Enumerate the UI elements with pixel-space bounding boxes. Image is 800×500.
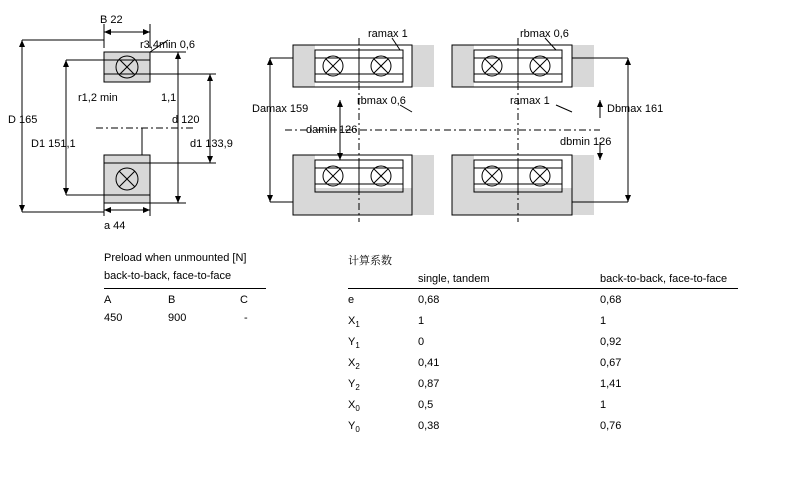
- preload-val-C: -: [244, 312, 248, 324]
- right-hatch-left-bottom: [452, 155, 474, 215]
- coefficient-symbol: $Y_1$: [348, 336, 360, 351]
- coefficients-divider: [348, 288, 738, 289]
- coefficient-value-single: 0: [418, 336, 425, 348]
- label-r12min: r1,2 min: [78, 92, 118, 104]
- label-d: d 120: [172, 114, 200, 126]
- coefficient-symbol: $Y_0$: [348, 420, 360, 435]
- label-d1: d1 133,9: [190, 138, 233, 150]
- label-D1: D1 151,1: [31, 138, 76, 150]
- coefficients-title: 计算系数: [348, 255, 392, 267]
- coefficient-value-single: 0,68: [418, 294, 440, 306]
- coefficients-header-single: single, tandem: [418, 273, 490, 285]
- preload-divider: [104, 288, 266, 289]
- label-dbmin: dbmin 126: [560, 136, 612, 148]
- coefficient-value-btb: 0,68: [600, 294, 622, 306]
- coefficient-value-btb: 0,92: [600, 336, 622, 348]
- coefficient-value-single: 0,87: [418, 378, 440, 390]
- coefficient-value-btb: 0,76: [600, 420, 622, 432]
- preload-col-A: A: [104, 294, 112, 306]
- preload-col-C: C: [240, 294, 248, 306]
- coefficient-value-single: 0,41: [418, 357, 440, 369]
- middle-hatch-center: [315, 188, 412, 215]
- coefficient-value-single: 0,5: [418, 399, 434, 411]
- coefficient-value-btb: 1: [600, 399, 607, 411]
- label-B: B 22: [100, 14, 123, 26]
- coefficient-symbol: $Y_2$: [348, 378, 360, 393]
- label-Damax: Damax 159: [252, 103, 309, 115]
- label-r34min: r3,4min 0,6: [140, 39, 196, 51]
- label-rbmax-middle: rbmax 0,6: [357, 95, 406, 107]
- right-hatch-right-top: [572, 45, 594, 87]
- coefficient-symbol: $X_0$: [348, 399, 360, 414]
- coefficient-value-btb: 1,41: [600, 378, 622, 390]
- coefficient-value-btb: 1: [600, 315, 607, 327]
- coefficient-value-single: 1: [418, 315, 425, 327]
- label-ramax-middle: ramax 1: [368, 28, 408, 40]
- coefficient-symbol: e: [348, 294, 355, 306]
- label-ramax-right: ramax 1: [510, 95, 550, 107]
- preload-val-B: 900: [168, 312, 187, 324]
- middle-hatch-left-top: [293, 45, 315, 87]
- right-hatch-right-bottom: [572, 155, 594, 215]
- middle-hatch-right-top: [412, 45, 434, 87]
- preload-val-A: 450: [104, 312, 123, 324]
- coefficient-value-single: 0,38: [418, 420, 440, 432]
- label-D: D 165: [8, 114, 38, 126]
- middle-hatch-left-bottom: [293, 155, 315, 215]
- preload-title: Preload when unmounted [N]: [104, 252, 247, 264]
- right-hatch-center: [474, 188, 572, 215]
- label-r11: 1,1: [161, 92, 177, 104]
- coefficient-symbol: $X_1$: [348, 315, 360, 330]
- preload-subtitle: back-to-back, face-to-face: [104, 270, 232, 282]
- label-Dbmax: Dbmax 161: [607, 103, 664, 115]
- label-a: a 44: [104, 220, 126, 232]
- coefficients-header-btb: back-to-back, face-to-face: [600, 273, 728, 285]
- middle-hatch-right-bottom: [412, 155, 434, 215]
- preload-col-B: B: [168, 294, 176, 306]
- label-rbmax-right: rbmax 0,6: [520, 28, 569, 40]
- left-hatch-bottom: [104, 155, 150, 203]
- label-damin: damin 126: [306, 124, 358, 136]
- coefficient-value-btb: 0,67: [600, 357, 622, 369]
- coefficient-symbol: $X_2$: [348, 357, 360, 372]
- right-hatch-left-top: [452, 45, 474, 87]
- left-hatch-top: [104, 52, 150, 82]
